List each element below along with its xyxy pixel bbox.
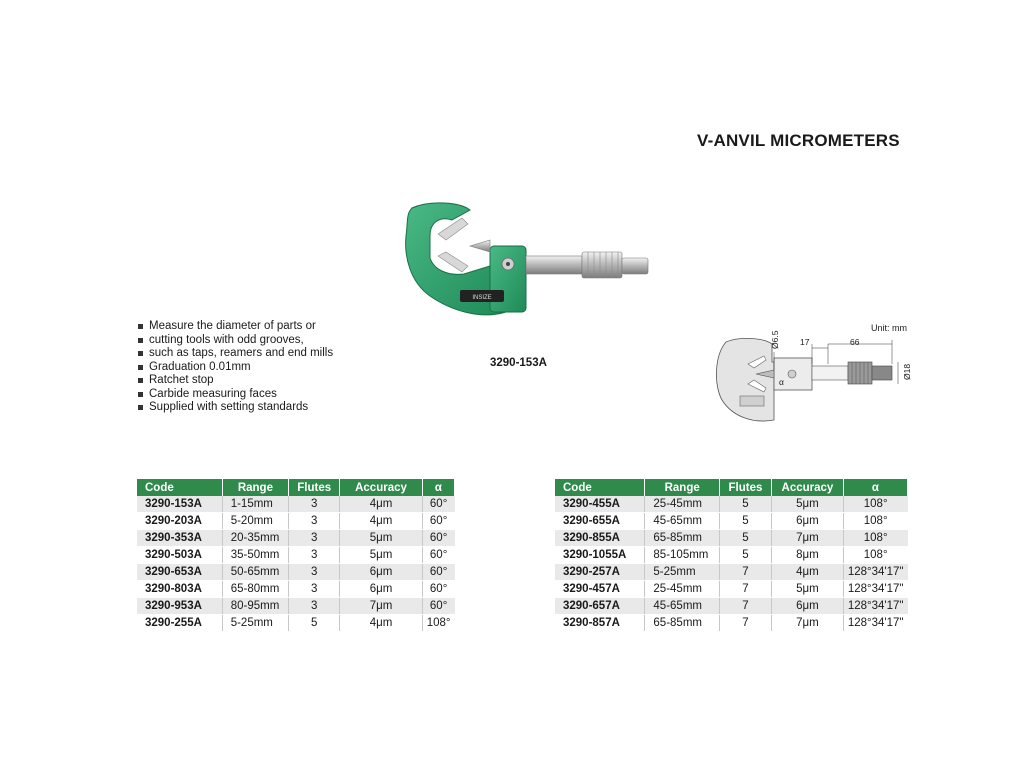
table-row <box>555 513 908 530</box>
cell-range: 25-45mm <box>645 496 720 513</box>
cell-code: 3290-655A <box>555 513 645 530</box>
cell-code: 3290-503A <box>137 547 222 564</box>
cell-flutes: 5 <box>719 530 771 547</box>
cell-range: 45-65mm <box>645 513 720 530</box>
col-flutes: Flutes <box>719 479 771 496</box>
table-row <box>555 496 908 513</box>
cell-accuracy: 7μm <box>340 598 422 615</box>
table-row <box>137 581 455 598</box>
cell-flutes: 3 <box>289 496 340 513</box>
table-row <box>555 547 908 564</box>
cell-alpha: 128°34'17" <box>843 581 907 598</box>
table-row <box>137 564 455 581</box>
cell-alpha: 60° <box>422 513 454 530</box>
cell-alpha: 108° <box>843 513 907 530</box>
col-code: Code <box>555 479 645 496</box>
cell-range: 50-65mm <box>222 564 288 581</box>
cell-code: 3290-457A <box>555 581 645 598</box>
cell-code: 3290-855A <box>555 530 645 547</box>
cell-alpha: 108° <box>843 547 907 564</box>
cell-range: 45-65mm <box>645 598 720 615</box>
cell-code: 3290-803A <box>137 581 222 598</box>
feature-item: Measure the diameter of parts or <box>137 320 333 334</box>
cell-accuracy: 5μm <box>340 530 422 547</box>
dim-18-label: Ø18 <box>902 363 912 380</box>
cell-flutes: 5 <box>719 496 771 513</box>
cell-flutes: 3 <box>289 513 340 530</box>
cell-accuracy: 4μm <box>340 496 422 513</box>
col-range: Range <box>645 479 720 496</box>
cell-range: 20-35mm <box>222 530 288 547</box>
col-range: Range <box>222 479 288 496</box>
spec-table-right <box>555 479 908 632</box>
cell-alpha: 108° <box>843 530 907 547</box>
spec-table-left <box>137 479 455 632</box>
cell-flutes: 7 <box>719 598 771 615</box>
cell-accuracy: 4μm <box>340 513 422 530</box>
cell-flutes: 7 <box>719 564 771 581</box>
col-alpha: α <box>422 479 454 496</box>
cell-code: 3290-255A <box>137 615 222 632</box>
cell-flutes: 3 <box>289 598 340 615</box>
cell-accuracy: 5μm <box>340 547 422 564</box>
feature-list <box>137 320 333 415</box>
cell-range: 65-80mm <box>222 581 288 598</box>
cell-accuracy: 5μm <box>771 581 843 598</box>
cell-alpha: 60° <box>422 530 454 547</box>
cell-accuracy: 8μm <box>771 547 843 564</box>
table-row <box>137 496 455 513</box>
cell-range: 5-25mm <box>222 615 288 632</box>
cell-code: 3290-953A <box>137 598 222 615</box>
cell-accuracy: 5μm <box>771 496 843 513</box>
table-row <box>137 615 455 632</box>
feature-item: Carbide measuring faces <box>137 388 333 402</box>
cell-flutes: 7 <box>719 615 771 632</box>
cell-alpha: 60° <box>422 581 454 598</box>
table-row <box>555 615 908 632</box>
feature-item: Supplied with setting standards <box>137 401 333 415</box>
cell-alpha: 60° <box>422 547 454 564</box>
col-flutes: Flutes <box>289 479 340 496</box>
cell-flutes: 3 <box>289 564 340 581</box>
cell-range: 65-85mm <box>645 530 720 547</box>
cell-accuracy: 7μm <box>771 530 843 547</box>
table-row <box>137 598 455 615</box>
cell-flutes: 3 <box>289 547 340 564</box>
dim-66-label: 66 <box>850 337 860 347</box>
dimension-drawing <box>712 334 912 426</box>
cell-alpha: 128°34'17" <box>843 564 907 581</box>
table-row <box>555 564 908 581</box>
col-accuracy: Accuracy <box>340 479 422 496</box>
cell-alpha: 60° <box>422 564 454 581</box>
cell-code: 3290-455A <box>555 496 645 513</box>
cell-range: 65-85mm <box>645 615 720 632</box>
feature-item: cutting tools with odd grooves, <box>137 334 333 348</box>
cell-accuracy: 6μm <box>771 513 843 530</box>
feature-item: Graduation 0.01mm <box>137 361 333 375</box>
cell-flutes: 5 <box>719 513 771 530</box>
cell-range: 25-45mm <box>645 581 720 598</box>
cell-code: 3290-653A <box>137 564 222 581</box>
col-code: Code <box>137 479 222 496</box>
col-alpha: α <box>843 479 907 496</box>
svg-text:INSIZE: INSIZE <box>472 295 492 301</box>
feature-item: Ratchet stop <box>137 374 333 388</box>
cell-flutes: 7 <box>719 581 771 598</box>
cell-flutes: 5 <box>289 615 340 632</box>
table-row <box>555 598 908 615</box>
cell-code: 3290-1055A <box>555 547 645 564</box>
dim-65-label: Ø6.5 <box>770 330 780 349</box>
alpha-label: α <box>779 377 784 387</box>
cell-alpha: 108° <box>843 496 907 513</box>
cell-flutes: 3 <box>289 581 340 598</box>
cell-alpha: 128°34'17" <box>843 598 907 615</box>
cell-range: 85-105mm <box>645 547 720 564</box>
model-caption: 3290-153A <box>490 357 547 369</box>
cell-flutes: 3 <box>289 530 340 547</box>
cell-flutes: 5 <box>719 547 771 564</box>
cell-code: 3290-353A <box>137 530 222 547</box>
cell-code: 3290-153A <box>137 496 222 513</box>
unit-label: Unit: mm <box>871 323 907 333</box>
cell-range: 5-20mm <box>222 513 288 530</box>
cell-code: 3290-203A <box>137 513 222 530</box>
cell-accuracy: 6μm <box>771 598 843 615</box>
dim-17-label: 17 <box>800 337 810 347</box>
cell-accuracy: 6μm <box>340 581 422 598</box>
cell-range: 1-15mm <box>222 496 288 513</box>
cell-range: 5-25mm <box>645 564 720 581</box>
cell-code: 3290-257A <box>555 564 645 581</box>
cell-code: 3290-657A <box>555 598 645 615</box>
feature-item: such as taps, reamers and end mills <box>137 347 333 361</box>
cell-code: 3290-857A <box>555 615 645 632</box>
page-title: V-ANVIL MICROMETERS <box>697 131 900 150</box>
table-row <box>137 547 455 564</box>
cell-accuracy: 7μm <box>771 615 843 632</box>
table-row <box>137 530 455 547</box>
cell-range: 35-50mm <box>222 547 288 564</box>
cell-accuracy: 6μm <box>340 564 422 581</box>
cell-alpha: 108° <box>422 615 454 632</box>
table-row <box>137 513 455 530</box>
cell-range: 80-95mm <box>222 598 288 615</box>
cell-alpha: 128°34'17" <box>843 615 907 632</box>
table-row <box>555 581 908 598</box>
cell-accuracy: 4μm <box>340 615 422 632</box>
cell-alpha: 60° <box>422 496 454 513</box>
col-accuracy: Accuracy <box>771 479 843 496</box>
cell-accuracy: 4μm <box>771 564 843 581</box>
table-row <box>555 530 908 547</box>
cell-alpha: 60° <box>422 598 454 615</box>
micrometer-photo <box>390 196 660 326</box>
